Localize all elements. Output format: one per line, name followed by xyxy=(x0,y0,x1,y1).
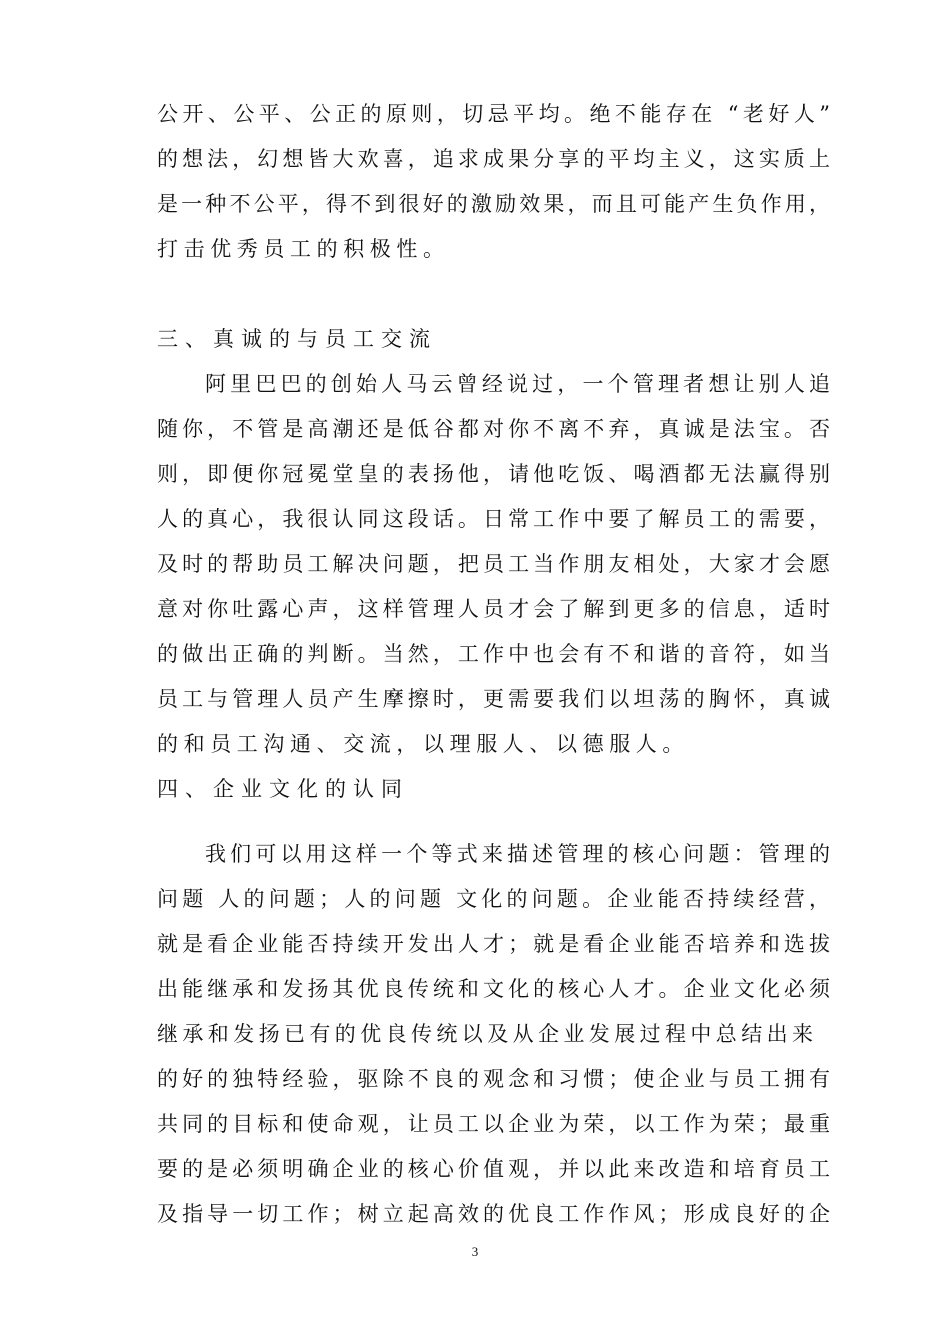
paragraph-line: 人的真心，我很认同这段话。日常工作中要了解员工的需要， xyxy=(157,507,830,531)
paragraph-line: 及时的帮助员工解决问题，把员工当作朋友相处，大家才会愿 xyxy=(157,552,830,576)
page-number: 3 xyxy=(471,1244,479,1259)
paragraph-line: 随你，不管是高潮还是低谷都对你不离不弃，真诚是法宝。否 xyxy=(157,417,830,441)
paragraph-line: 我们可以用这样一个等式来描述管理的核心问题：管理的 xyxy=(205,842,830,866)
paragraph-line: 的做出正确的判断。当然，工作中也会有不和谐的音符，如当 xyxy=(157,642,830,666)
paragraph-line: 的想法，幻想皆大欢喜，追求成果分享的平均主义，这实质上 xyxy=(157,147,830,171)
paragraph-line: 出能继承和发扬其优良传统和文化的核心人才。企业文化必须 xyxy=(157,977,830,1001)
paragraph-line: 意对你吐露心声，这样管理人员才会了解到更多的信息，适时 xyxy=(157,597,830,621)
paragraph-line: 公开、公平、公正的原则，切忌平均。绝不能存在 “老好人” xyxy=(157,102,830,126)
section-heading: 三、真诚的与员工交流 xyxy=(157,327,437,351)
paragraph-line: 就是看企业能否持续开发出人才；就是看企业能否培养和选拔 xyxy=(157,932,830,956)
section-heading: 四、企业文化的认同 xyxy=(157,777,409,801)
paragraph-line: 问题 人的问题；人的问题 文化的问题。企业能否持续经营， xyxy=(157,887,830,911)
paragraph-line: 是一种不公平，得不到很好的激励效果，而且可能产生负作用， xyxy=(157,192,830,216)
paragraph-line: 及指导一切工作；树立起高效的优良工作作风；形成良好的企 xyxy=(157,1202,830,1226)
paragraph-line: 打击优秀员工的积极性。 xyxy=(157,237,450,261)
paragraph-line: 阿里巴巴的创始人马云曾经说过，一个管理者想让别人追 xyxy=(205,372,830,396)
paragraph-line: 要的是必须明确企业的核心价值观，并以此来改造和培育员工 xyxy=(157,1157,830,1181)
paragraph-line: 的好的独特经验，驱除不良的观念和习惯；使企业与员工拥有 xyxy=(157,1067,830,1091)
paragraph-line: 共同的目标和使命观，让员工以企业为荣，以工作为荣；最重 xyxy=(157,1112,830,1136)
paragraph-line: 继承和发扬已有的优良传统以及从企业发展过程中总结出来 xyxy=(157,1022,817,1046)
paragraph-line: 则，即便你冠冕堂皇的表扬他，请他吃饭、喝酒都无法赢得别 xyxy=(157,462,830,486)
paragraph-line: 的和员工沟通、交流，以理服人、以德服人。 xyxy=(157,732,689,756)
paragraph-line: 员工与管理人员产生摩擦时，更需要我们以坦荡的胸怀，真诚 xyxy=(157,687,830,711)
